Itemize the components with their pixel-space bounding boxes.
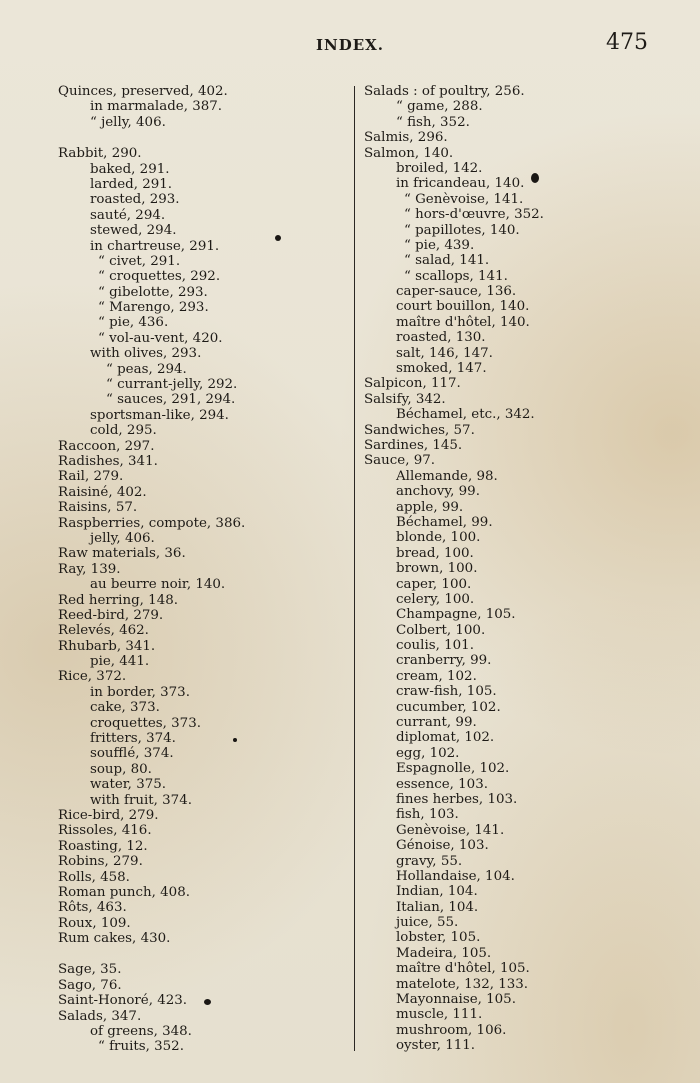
index-entry: in fricandeau, 140. (396, 176, 525, 192)
index-entry: muscle, 111. (396, 1007, 483, 1023)
index-entry: Salmis, 296. (364, 130, 448, 146)
index-entry: cold, 295. (90, 423, 157, 439)
index-entry: Allemande, 98. (396, 468, 498, 484)
index-entry: “ pie, 439. (404, 237, 475, 253)
index-entry: “ civet, 291. (98, 253, 181, 269)
index-entry: “ scallops, 141. (404, 268, 508, 284)
index-entry: Sardines, 145. (364, 437, 463, 453)
index-entry: Salads, 347. (58, 1008, 142, 1024)
index-entry: Salsify, 342. (364, 391, 446, 407)
index-entry: smoked, 147. (396, 361, 487, 377)
index-entry: jelly, 406. (90, 530, 155, 546)
ink-spot (531, 173, 539, 183)
index-entry: “ jelly, 406. (90, 114, 166, 130)
index-entry: larded, 291. (90, 176, 173, 192)
index-entry: Radishes, 341. (58, 453, 158, 469)
index-entry: sportsman-like, 294. (90, 407, 229, 423)
index-entry: “ gibelotte, 293. (98, 284, 208, 300)
index-entry: sauté, 294. (90, 207, 166, 223)
index-entry: egg, 102. (396, 745, 460, 761)
index-entry: baked, 291. (90, 161, 170, 177)
index-entry: fritters, 374. (90, 731, 176, 747)
index-entry: “ hors-d'œuvre, 352. (404, 207, 544, 223)
index-entry: Mayonnaise, 105. (396, 992, 516, 1008)
index-entry: “ sauces, 291, 294. (106, 392, 236, 408)
index-entry: Saint-Honoré, 423. (58, 993, 188, 1009)
index-entry: Champagne, 105. (396, 607, 516, 623)
index-entry: stewed, 294. (90, 223, 177, 239)
index-entry: Sandwiches, 57. (364, 422, 475, 438)
index-entry: fines herbes, 103. (396, 791, 518, 807)
index-entry: “ fruits, 352. (98, 1039, 184, 1055)
index-entry: Reed-bird, 279. (58, 607, 164, 623)
index-entry: Rum cakes, 430. (58, 931, 171, 947)
index-entry: Red herring, 148. (58, 592, 178, 608)
index-entry: maître d'hôtel, 140. (396, 314, 530, 330)
index-entry: Rissoles, 416. (58, 823, 152, 839)
index-entry: Sauce, 97. (364, 453, 436, 469)
index-entry: “ peas, 294. (106, 361, 187, 377)
index-entry: “ fish, 352. (396, 114, 470, 130)
index-entry: Robins, 279. (58, 854, 143, 870)
index-entry: Rice, 372. (58, 669, 127, 685)
index-entry: broiled, 142. (396, 160, 483, 176)
index-entry: cucumber, 102. (396, 699, 501, 715)
index-entry: Salpicon, 117. (364, 376, 461, 392)
index-entry: Roman punch, 408. (58, 884, 190, 900)
index-entry: Rabbit, 290. (58, 146, 142, 162)
index-entry: “ vol-au-vent, 420. (98, 330, 223, 346)
index-entry: in chartreuse, 291. (90, 238, 220, 254)
index-entry: Raccoon, 297. (58, 438, 155, 454)
index-entry: cake, 373. (90, 700, 160, 716)
index-entry: “ croquettes, 292. (98, 269, 221, 285)
index-entry: Rail, 279. (58, 469, 124, 485)
index-entry: bread, 100. (396, 545, 474, 561)
index-entry: Raisins, 57. (58, 500, 138, 516)
index-entry: soup, 80. (90, 761, 152, 777)
index-entry: Madeira, 105. (396, 945, 492, 961)
index-entry: Béchamel, 99. (396, 514, 493, 530)
index-entry: lobster, 105. (396, 930, 481, 946)
index-entry: juice, 55. (396, 915, 459, 931)
index-entry: cream, 102. (396, 668, 477, 684)
ink-spot (275, 235, 281, 241)
index-entry: in border, 373. (90, 684, 190, 700)
index-entry: cranberry, 99. (396, 653, 492, 669)
index-entry: Sago, 76. (58, 977, 122, 993)
index-entry: Hollandaise, 104. (396, 868, 515, 884)
index-entry: Salads : of poultry, 256. (364, 84, 525, 99)
index-entry: Rôts, 463. (58, 900, 127, 916)
index-entry: “ currant-jelly, 292. (106, 377, 238, 393)
index-entry: currant, 99. (396, 715, 477, 731)
index-entry: “ papillotes, 140. (404, 222, 520, 238)
index-entry: with olives, 293. (90, 346, 202, 362)
index-entry: roasted, 130. (396, 330, 486, 346)
index-entry: Raw materials, 36. (58, 546, 186, 562)
index-entry: “ salad, 141. (404, 253, 490, 269)
index-entry: Relevés, 462. (58, 623, 149, 639)
page-number: 475 (606, 30, 648, 55)
index-entry: mushroom, 106. (396, 1022, 507, 1038)
ink-spot (233, 738, 237, 742)
index-entry: water, 375. (90, 777, 167, 793)
index-entry: “ Genèvoise, 141. (404, 191, 524, 207)
index-entry: roasted, 293. (90, 192, 180, 208)
index-entry: coulis, 101. (396, 638, 474, 654)
index-entry: “ Marengo, 293. (98, 300, 209, 316)
column-divider (354, 86, 355, 1051)
blank-line (58, 946, 348, 962)
index-entry: anchovy, 99. (396, 484, 480, 500)
index-entry: Génoise, 103. (396, 838, 489, 854)
index-entry: salt, 146, 147. (396, 345, 493, 361)
blank-line (58, 130, 348, 146)
index-entry: in marmalade, 387. (90, 99, 223, 115)
index-entry: Italian, 104. (396, 899, 479, 915)
index-entry: oyster, 111. (396, 1038, 476, 1054)
index-entry: Quinces, preserved, 402. (58, 84, 228, 99)
index-entry: Rolls, 458. (58, 869, 130, 885)
index-entry: Sage, 35. (58, 962, 122, 978)
ink-spot (204, 999, 211, 1005)
index-entry: Ray, 139. (58, 561, 121, 577)
index-column-right (364, 84, 664, 1054)
index-entry: Rice-bird, 279. (58, 807, 159, 823)
index-entry: apple, 99. (396, 499, 464, 515)
index-entry: blonde, 100. (396, 530, 481, 546)
index-entry: celery, 100. (396, 591, 475, 607)
index-entry: Colbert, 100. (396, 622, 486, 638)
index-entry: au beurre noir, 140. (90, 577, 226, 593)
index-entry: Genèvoise, 141. (396, 822, 505, 838)
index-entry: essence, 103. (396, 776, 488, 792)
index-entry: maître d'hôtel, 105. (396, 961, 530, 977)
index-entry: gravy, 55. (396, 853, 463, 869)
index-entry: croquettes, 373. (90, 715, 201, 731)
index-entry: fish, 103. (396, 807, 459, 823)
index-entry: Roux, 109. (58, 915, 131, 931)
index-entry: Rhubarb, 341. (58, 638, 156, 654)
index-entry: caper-sauce, 136. (396, 284, 517, 300)
index-entry: Raspberries, compote, 386. (58, 515, 246, 531)
index-entry: Béchamel, etc., 342. (396, 407, 535, 423)
index-entry: caper, 100. (396, 576, 472, 592)
index-entry: Espagnolle, 102. (396, 761, 510, 777)
index-column-left (58, 84, 348, 1055)
index-entry: Indian, 104. (396, 884, 478, 900)
index-entry: diplomat, 102. (396, 730, 495, 746)
index-entry: Raisiné, 402. (58, 484, 147, 500)
running-header: INDEX. (315, 36, 385, 54)
index-entry: Salmon, 140. (364, 145, 454, 161)
index-entry: pie, 441. (90, 654, 150, 670)
index-entry: “ game, 288. (396, 99, 483, 115)
index-entry: with fruit, 374. (90, 792, 192, 808)
index-entry: brown, 100. (396, 561, 478, 577)
index-entry: of greens, 348. (90, 1024, 192, 1040)
index-entry: soufflé, 374. (90, 746, 174, 762)
index-entry: “ pie, 436. (98, 315, 169, 331)
index-entry: Roasting, 12. (58, 838, 148, 854)
index-entry: craw-fish, 105. (396, 684, 497, 700)
index-entry: court bouillon, 140. (396, 299, 530, 315)
index-entry: matelote, 132, 133. (396, 976, 529, 992)
